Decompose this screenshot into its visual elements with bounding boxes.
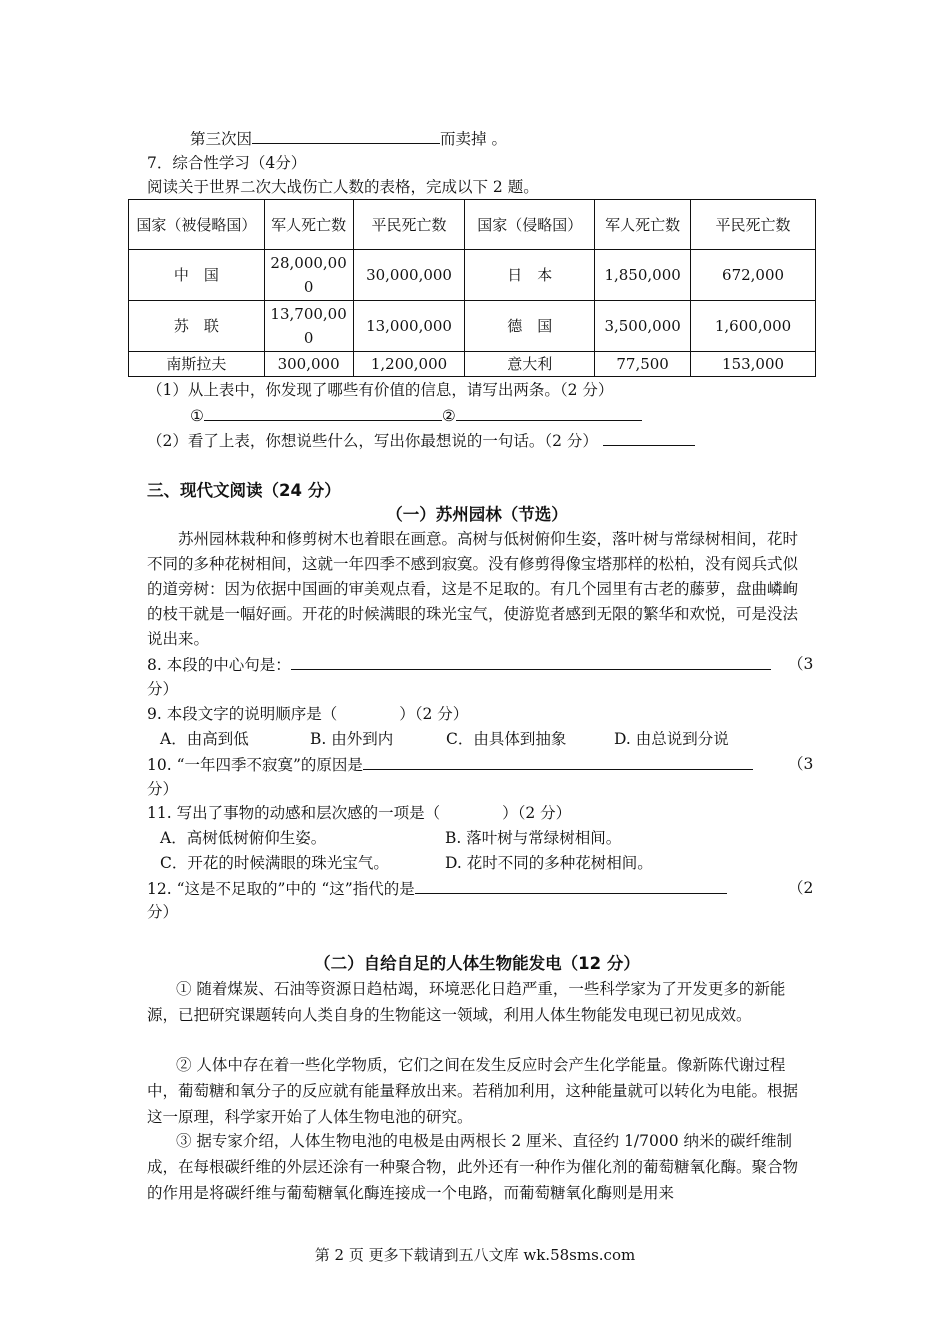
q8-score-cont: 分） bbox=[147, 680, 179, 698]
table-cell: 28,000,000 bbox=[264, 250, 353, 301]
q10-score: （3 bbox=[788, 755, 814, 773]
table-header-row bbox=[129, 200, 816, 250]
q9-text: 9. 本段文字的说明顺序是（ ）（2 分） bbox=[147, 705, 469, 723]
q8-line bbox=[147, 652, 810, 678]
answer-blank[interactable] bbox=[603, 428, 695, 446]
q10-line bbox=[147, 752, 753, 778]
q9-options bbox=[160, 727, 810, 752]
table-cell: 300,000 bbox=[264, 352, 353, 377]
q7-sub1: （1）从上表中，你发现了哪些有价值的信息，请写出两条。（2 分） bbox=[147, 381, 614, 399]
answer-blank[interactable] bbox=[363, 752, 753, 770]
answer-blank[interactable] bbox=[291, 652, 771, 670]
section3-title: 三、现代文阅读（24 分） bbox=[147, 481, 341, 500]
answer-blank[interactable] bbox=[252, 126, 440, 144]
part2-paragraph-3: ③ 据专家介绍，人体生物电池的电极是由两根长 2 厘米、直径约 1/7000 纳米的碳纤维制成，在每根碳纤维的外层还涂有一种聚合物，此外还有一种作为催化剂的葡萄糖氧化酶。聚合物的作用是将碳纤维与葡萄糖氧化酶连接成一个电路，而葡萄糖氧化酶则是用来 bbox=[147, 1132, 799, 1202]
q12-line bbox=[147, 876, 727, 902]
q7-sub1-answers bbox=[190, 403, 642, 429]
table-cell: 1,600,000 bbox=[691, 301, 816, 352]
table-row bbox=[129, 352, 816, 377]
fill-line-prefix: 第三次因 bbox=[190, 130, 253, 148]
q7-sub2: （2）看了上表，你想说些什么，写出你最想说的一句话。（2 分） bbox=[147, 432, 598, 450]
table-cell: 3,500,000 bbox=[595, 301, 691, 352]
table-cell: 苏 联 bbox=[129, 301, 265, 352]
table-cell: 13,000,000 bbox=[353, 301, 465, 352]
q10-text: 10. “一年四季不寂寞”的原因是 bbox=[147, 756, 363, 774]
answer-blank[interactable] bbox=[415, 876, 727, 894]
q7-intro: 阅读关于世界二次大战伤亡人数的表格，完成以下 2 题。 bbox=[147, 178, 539, 196]
table-cell: 日 本 bbox=[465, 250, 595, 301]
part1-title: （一）苏州园林（节选） bbox=[386, 505, 568, 524]
table-header-cell: 国家（被侵略国） bbox=[129, 200, 265, 250]
table-cell: 672,000 bbox=[691, 250, 816, 301]
q8-score: （3 bbox=[788, 655, 814, 673]
table-header-cell: 国家（侵略国） bbox=[465, 200, 595, 250]
q8-text: 8. 本段的中心句是： bbox=[147, 656, 291, 674]
q9-option-a[interactable]: A．由高到低 bbox=[160, 730, 249, 748]
casualty-table bbox=[128, 199, 816, 377]
q9-option-d[interactable]: D. 由总说到分说 bbox=[614, 730, 729, 748]
table-cell: 南斯拉夫 bbox=[129, 352, 265, 377]
page-footer: 第 2 页 更多下载请到五八文库 wk.58sms.com bbox=[314, 1246, 636, 1264]
part2-title: （二）自给自足的人体生物能发电（12 分） bbox=[314, 954, 640, 973]
q11-option-b[interactable]: B. 落叶树与常绿树相间。 bbox=[445, 829, 622, 847]
answer-mark-2: ② bbox=[441, 407, 456, 425]
table-cell: 153,000 bbox=[691, 352, 816, 377]
q12-score: （2 bbox=[788, 879, 814, 897]
q9-option-b[interactable]: B. 由外到内 bbox=[310, 730, 394, 748]
q10-score-cont: 分） bbox=[147, 780, 179, 798]
table-cell: 德 国 bbox=[465, 301, 595, 352]
q7-title: 7．综合性学习（4分） bbox=[147, 154, 307, 172]
part1-passage: 苏州园林栽种和修剪树木也着眼在画意。高树与低树俯仰生姿，落叶树与常绿树相间，花时不同的多种花树相间，这就一年四季不感到寂寞。没有修剪得像宝塔那样的松柏，没有阅兵式似的道旁树：因为依据中国画的审美观点看，这是不足取的。有几个园里有古老的藤萝，盘曲嶙峋的枝干就是一幅好画。开花的时候满眼的珠光宝气，使游览者感到无限的繁华和欢悦，可是没法说出来。 bbox=[147, 530, 799, 648]
table-header-cell: 军人死亡数 bbox=[595, 200, 691, 250]
q12-text: 12. “这是不足取的”中的 “这”指代的是 bbox=[147, 880, 415, 898]
table-row bbox=[129, 301, 816, 352]
fill-line-third-time bbox=[190, 126, 507, 152]
table-cell: 13,700,000 bbox=[264, 301, 353, 352]
q12-score-cont: 分） bbox=[147, 903, 179, 921]
q11-text: 11. 写出了事物的动感和层次感的一项是（ ）（2 分） bbox=[147, 804, 572, 822]
table-cell: 1,200,000 bbox=[353, 352, 465, 377]
q9-option-c[interactable]: C．由具体到抽象 bbox=[446, 730, 567, 748]
answer-blank-1[interactable] bbox=[204, 403, 442, 421]
table-cell: 意大利 bbox=[465, 352, 595, 377]
q11-option-a[interactable]: A．高树低树俯仰生姿。 bbox=[160, 829, 327, 847]
table-cell: 中 国 bbox=[129, 250, 265, 301]
answer-mark-1: ① bbox=[190, 407, 204, 425]
table-header-cell: 军人死亡数 bbox=[264, 200, 353, 250]
part2-paragraph-2: ② 人体中存在着一些化学物质，它们之间在发生反应时会产生化学能量。像新陈代谢过程中，葡萄糖和氧分子的反应就有能量释放出来。若稍加利用，这种能量就可以转化为电能。根据这一原理，科学家开始了人体生物电池的研究。 bbox=[147, 1056, 799, 1126]
q7-sub2-line bbox=[147, 428, 695, 454]
q11-option-d[interactable]: D. 花时不同的多种花树相间。 bbox=[445, 854, 653, 872]
answer-blank-2[interactable] bbox=[456, 403, 642, 421]
table-cell: 77,500 bbox=[595, 352, 691, 377]
table-cell: 30,000,000 bbox=[353, 250, 465, 301]
table-row bbox=[129, 250, 816, 301]
table-cell: 1,850,000 bbox=[595, 250, 691, 301]
table-header-cell: 平民死亡数 bbox=[353, 200, 465, 250]
fill-line-suffix: 而卖掉 。 bbox=[440, 130, 507, 148]
part2-paragraph-1: ① 随着煤炭、石油等资源日趋枯竭，环境恶化日趋严重，一些科学家为了开发更多的新能源，已把研究课题转向人类自身的生物能这一领域，利用人体生物能发电现已初见成效。 bbox=[147, 980, 786, 1024]
table-header-cell: 平民死亡数 bbox=[691, 200, 816, 250]
q11-option-c[interactable]: C．开花的时候满眼的珠光宝气。 bbox=[160, 854, 389, 872]
